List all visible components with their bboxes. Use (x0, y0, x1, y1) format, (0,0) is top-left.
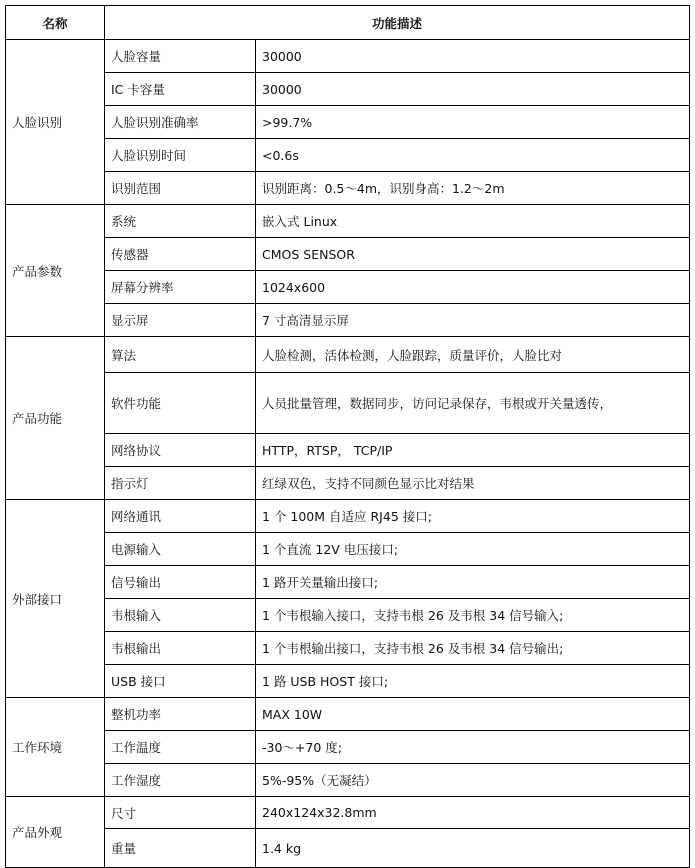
row-key: 人脸容量 (105, 40, 256, 73)
group-label: 产品参数 (6, 205, 105, 337)
row-key: 工作湿度 (105, 764, 256, 797)
row-key: 网络协议 (105, 434, 256, 467)
row-key: 显示屏 (105, 304, 256, 337)
row-value: 240x124x32.8mm (256, 797, 690, 829)
row-value: <0.6s (256, 139, 690, 172)
row-value: 30000 (256, 40, 690, 73)
group-label: 外部接口 (6, 500, 105, 698)
table-row (6, 337, 690, 373)
row-value: 1 个韦根输出接口，支持韦根 26 及韦根 34 信号输出; (256, 632, 690, 665)
table-row (6, 271, 690, 304)
row-value: 1.4 kg (256, 829, 690, 868)
spec-table (5, 5, 690, 868)
row-value: 人员批量管理，数据同步，访问记录保存，韦根或开关量透传， (256, 373, 690, 434)
table-row (6, 434, 690, 467)
table-row (6, 73, 690, 106)
row-key: IC 卡容量 (105, 73, 256, 106)
table-row (6, 599, 690, 632)
row-value: MAX 10W (256, 698, 690, 731)
row-key: 工作温度 (105, 731, 256, 764)
table-row (6, 373, 690, 434)
row-value: 7 寸高清显示屏 (256, 304, 690, 337)
group-label: 产品功能 (6, 337, 105, 500)
row-value: 红绿双色，支持不同颜色显示比对结果 (256, 467, 690, 500)
table-row (6, 698, 690, 731)
table-row (6, 172, 690, 205)
table-row (6, 797, 690, 829)
row-value: 嵌入式 Linux (256, 205, 690, 238)
row-key: 信号输出 (105, 566, 256, 599)
table-row (6, 731, 690, 764)
row-key: 屏幕分辨率 (105, 271, 256, 304)
header-description: 功能描述 (105, 6, 690, 40)
row-key: 重量 (105, 829, 256, 868)
table-row (6, 304, 690, 337)
row-value: 识别距离：0.5～4m，识别身高：1.2～2m (256, 172, 690, 205)
table-row (6, 106, 690, 139)
row-value: 1024x600 (256, 271, 690, 304)
table-row (6, 566, 690, 599)
row-key: 电源输入 (105, 533, 256, 566)
table-row (6, 665, 690, 698)
row-key: USB 接口 (105, 665, 256, 698)
row-key: 人脸识别准确率 (105, 106, 256, 139)
group-label: 产品外观 (6, 797, 105, 868)
table-row (6, 139, 690, 172)
row-value: CMOS SENSOR (256, 238, 690, 271)
row-key: 系统 (105, 205, 256, 238)
row-key: 指示灯 (105, 467, 256, 500)
header-name: 名称 (6, 6, 105, 40)
row-value: >99.7% (256, 106, 690, 139)
row-value: -30～+70 度; (256, 731, 690, 764)
row-key: 韦根输入 (105, 599, 256, 632)
row-value: 1 个 100M 自适应 RJ45 接口; (256, 500, 690, 533)
row-key: 传感器 (105, 238, 256, 271)
row-value: 30000 (256, 73, 690, 106)
row-value: 1 个韦根输入接口，支持韦根 26 及韦根 34 信号输入; (256, 599, 690, 632)
table-row (6, 467, 690, 500)
row-value: 1 路 USB HOST 接口; (256, 665, 690, 698)
row-key: 识别范围 (105, 172, 256, 205)
row-value: 1 个直流 12V 电压接口; (256, 533, 690, 566)
table-row (6, 632, 690, 665)
table-header-row (6, 6, 690, 40)
row-key: 算法 (105, 337, 256, 373)
table-row (6, 40, 690, 73)
table-row (6, 205, 690, 238)
row-value: 1 路开关量输出接口; (256, 566, 690, 599)
table-row (6, 764, 690, 797)
table-row (6, 238, 690, 271)
row-key: 整机功率 (105, 698, 256, 731)
row-key: 尺寸 (105, 797, 256, 829)
table-row (6, 829, 690, 868)
row-value: HTTP，RTSP， TCP/IP (256, 434, 690, 467)
row-key: 人脸识别时间 (105, 139, 256, 172)
table-row (6, 500, 690, 533)
table-row (6, 533, 690, 566)
row-key: 韦根输出 (105, 632, 256, 665)
group-label: 人脸识别 (6, 40, 105, 205)
row-key: 软件功能 (105, 373, 256, 434)
row-value: 人脸检测，活体检测，人脸跟踪，质量评价，人脸比对 (256, 337, 690, 373)
row-key: 网络通讯 (105, 500, 256, 533)
row-value: 5%-95%（无凝结） (256, 764, 690, 797)
group-label: 工作环境 (6, 698, 105, 797)
